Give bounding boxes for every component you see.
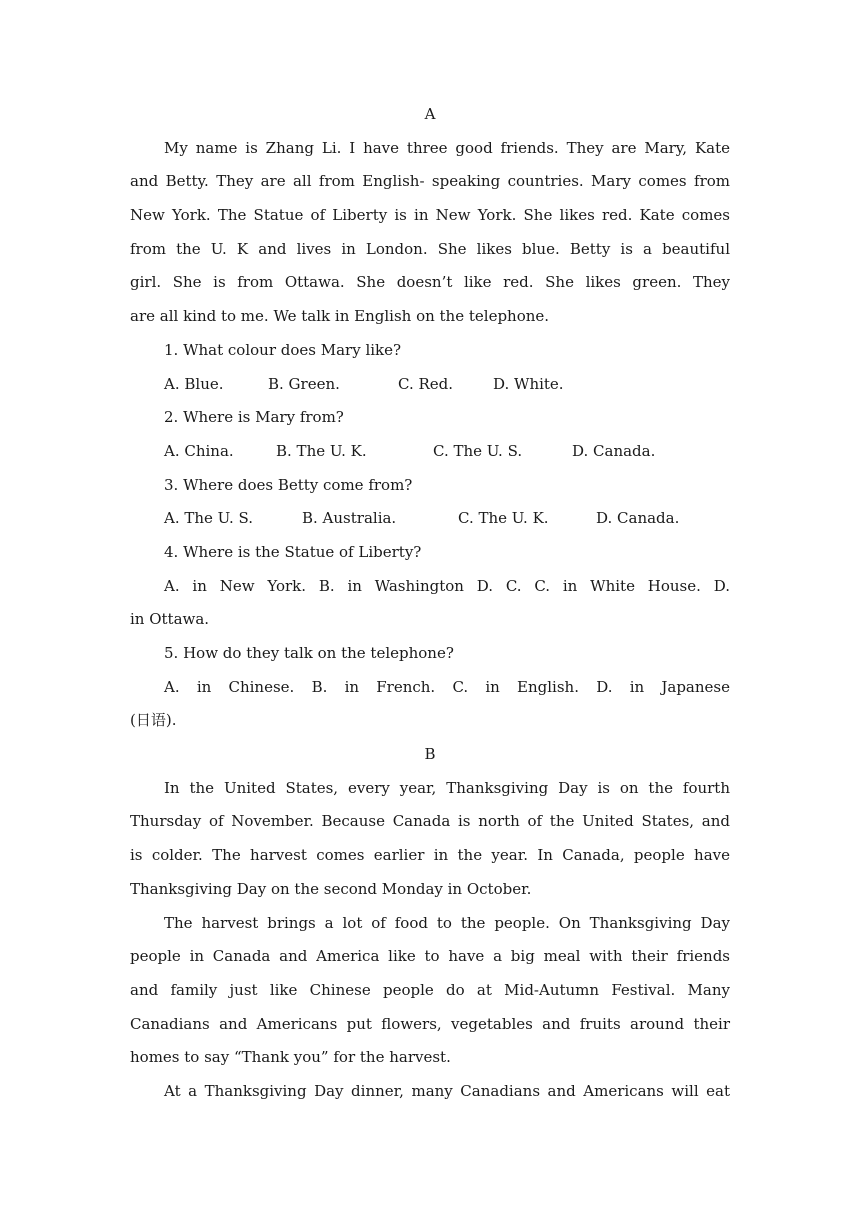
option-c: C. in White House.	[534, 576, 701, 595]
option-a: A. Blue.	[164, 374, 224, 393]
option-c: C. The U. K.	[458, 509, 549, 528]
passage-b-p1-line: Thursday of November. Because Canada is north of the United States, and	[130, 812, 730, 831]
question-5-text: 5. How do they talk on the telephone?	[164, 644, 454, 662]
option-c: C. The U. S.	[433, 441, 523, 460]
question-1-options	[130, 368, 730, 402]
passage-a-line: New York. The Statue of Liberty is in New York. She likes red. Kate comes	[130, 206, 730, 225]
passage-a-heading: A	[424, 105, 436, 123]
question-4-text: 4. Where is the Statue of Liberty?	[164, 542, 422, 561]
passage-a-line: are all kind to me. We talk in English on the telephone.	[130, 307, 550, 326]
passage-b-p2-line: and family just like Chinese people do at Mid-Autumn Festival. Many	[130, 980, 730, 999]
option-d: D. Canada.	[596, 509, 680, 528]
question-4-options	[130, 570, 730, 604]
passage-b-p3-line: At a Thanksgiving Day dinner, many Canadians and Americans will eat	[164, 1081, 730, 1100]
option-d: D. White.	[493, 374, 564, 393]
option-c: C. in English.	[452, 677, 579, 696]
question-1-text: 1. What colour does Mary like?	[164, 340, 402, 359]
option-b: B. The U. K.	[276, 441, 367, 460]
document-page	[130, 98, 730, 1109]
passage-a-line: My name is Zhang Li. I have three good friends. They are Mary, Kate	[164, 138, 730, 157]
question-5-option-wrap: (日语).	[130, 711, 177, 730]
passage-b-heading: B	[424, 745, 436, 764]
passage-b-p2-line: people in Canada and America like to have a big meal with their friends	[130, 947, 730, 966]
option-d: D. Canada.	[572, 441, 656, 460]
question-5-options	[130, 671, 730, 705]
option-b: B. in Washington D. C.	[318, 576, 522, 595]
option-a: A. China.	[164, 441, 234, 460]
passage-a-line: girl. She is from Ottawa. She doesn’t like red. She likes green. They	[130, 273, 730, 292]
passage-b-p2-line: homes to say “Thank you” for the harvest.	[130, 1048, 451, 1067]
question-3-text: 3. Where does Betty come from?	[164, 475, 413, 494]
option-b: B. in French.	[311, 677, 436, 696]
passage-b-p1-line: In the United States, every year, Thanksgiving Day is on the fourth	[164, 778, 730, 797]
question-3-options	[130, 502, 730, 536]
option-a: A. The U. S.	[164, 509, 253, 528]
option-b: B. Australia.	[302, 509, 397, 528]
option-b: B. Green.	[268, 374, 340, 393]
passage-b-p1-line: is colder. The harvest comes earlier in the year. In Canada, people have	[130, 846, 730, 865]
passage-a-line: and Betty. They are all from English- speaking countries. Mary comes from	[130, 172, 730, 191]
question-2-options	[130, 435, 730, 469]
option-d: D. in Japanese	[596, 677, 730, 696]
question-4-option-wrap: in Ottawa.	[130, 610, 210, 629]
option-c: C. Red.	[398, 374, 454, 393]
passage-b-p1-line: Thanksgiving Day on the second Monday in October.	[130, 879, 532, 898]
question-2-text: 2. Where is Mary from?	[164, 408, 344, 427]
option-d: D.	[713, 576, 730, 595]
passage-b-p2-line: Canadians and Americans put flowers, vegetables and fruits around their	[130, 1014, 730, 1033]
passage-b-p2-line: The harvest brings a lot of food to the people. On Thanksgiving Day	[164, 913, 730, 932]
option-a: A. in Chinese.	[164, 677, 295, 696]
passage-a-line: from the U. K and lives in London. She likes blue. Betty is a beautiful	[130, 239, 730, 258]
option-a: A. in New York.	[164, 576, 307, 595]
